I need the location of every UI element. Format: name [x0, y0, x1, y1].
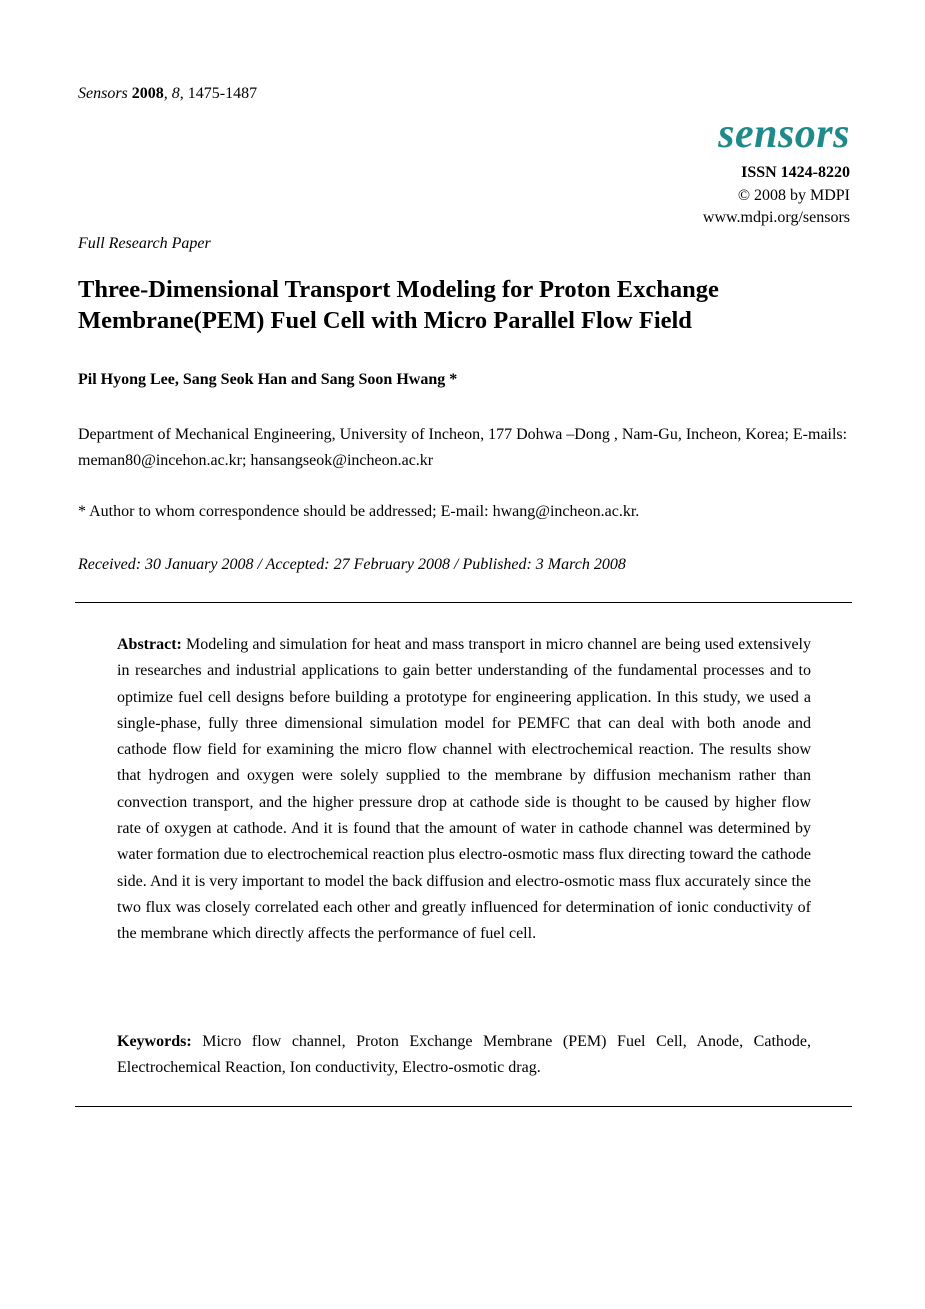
issn: ISSN 1424-8220	[741, 164, 850, 181]
abstract-text: Modeling and simulation for heat and mass transport in micro channel are being used extensively in researches and industrial applications to gain better understanding of the fundamental processes and to optimize fuel cell designs before building a prototype for engineering application. In this study, we used a single-phase, fully three dimensional simulation model for PEMFC that can deal with both anode and cathode flow field for examining the micro flow channel with electrochemical reaction. The results show that hydrogen and oxygen were solely supplied to the membrane by diffusion mechanism rather than convection transport, and the higher pressure drop at cathode side is thought to be caused by higher flow rate of oxygen at cathode. And it is found that the amount of water in cathode channel was determined by water formation due to electrochemical reaction plus electro-osmotic mass flux directing toward the cathode side. And it is very important to model the back diffusion and electro-osmotic mass flux accurately since the two flux was closely correlated each other and greatly influenced for determination of ionic conductivity of the membrane which directly affects the performance of fuel cell.	[117, 636, 812, 943]
affiliation: Department of Mechanical Engineering, University of Incheon, 177 Dohwa –Dong , Nam-Gu, Incheon, Korea; E-mails: meman80@incehon.ac.kr; hansangseok@incheon.ac.kr	[78, 426, 848, 469]
abstract-section	[117, 632, 811, 948]
journal-logo: sensors	[718, 111, 850, 157]
paper-type: Full Research Paper	[78, 235, 211, 252]
bottom-divider	[75, 1106, 852, 1107]
journal-website[interactable]: www.mdpi.org/sensors	[702, 209, 850, 226]
keywords-text: Micro flow channel, Proton Exchange Membrane (PEM) Fuel Cell, Anode, Cathode, Electrochemical Reaction, Ion conductivity, Electro-osmotic drag.	[117, 1033, 811, 1077]
journal-pages: 1475-1487	[187, 85, 258, 102]
author-list: Pil Hyong Lee, Sang Seok Han and Sang Soon Hwang *	[78, 371, 458, 388]
publication-dates: Received: 30 January 2008 / Accepted: 27 February 2008 / Published: 3 March 2008	[78, 556, 626, 573]
keywords-label: Keywords:	[117, 1033, 192, 1050]
journal-volume: 8	[171, 85, 180, 102]
journal-name: Sensors	[78, 85, 128, 102]
journal-citation: Sensors 2008, 8, 1475-1487	[78, 85, 258, 102]
journal-year: 2008	[131, 85, 164, 102]
copyright: © 2008 by MDPI	[737, 187, 850, 204]
keywords-section	[117, 1029, 811, 1082]
correspondence-note: * Author to whom correspondence should be addressed; E-mail: hwang@incheon.ac.kr.	[78, 503, 640, 520]
paper-title: Three-Dimensional Transport Modeling for Proton Exchange Membrane(PEM) Fuel Cell with Micro Parallel Flow Field	[78, 276, 719, 334]
abstract-label: Abstract:	[117, 636, 182, 653]
top-divider	[75, 602, 852, 603]
